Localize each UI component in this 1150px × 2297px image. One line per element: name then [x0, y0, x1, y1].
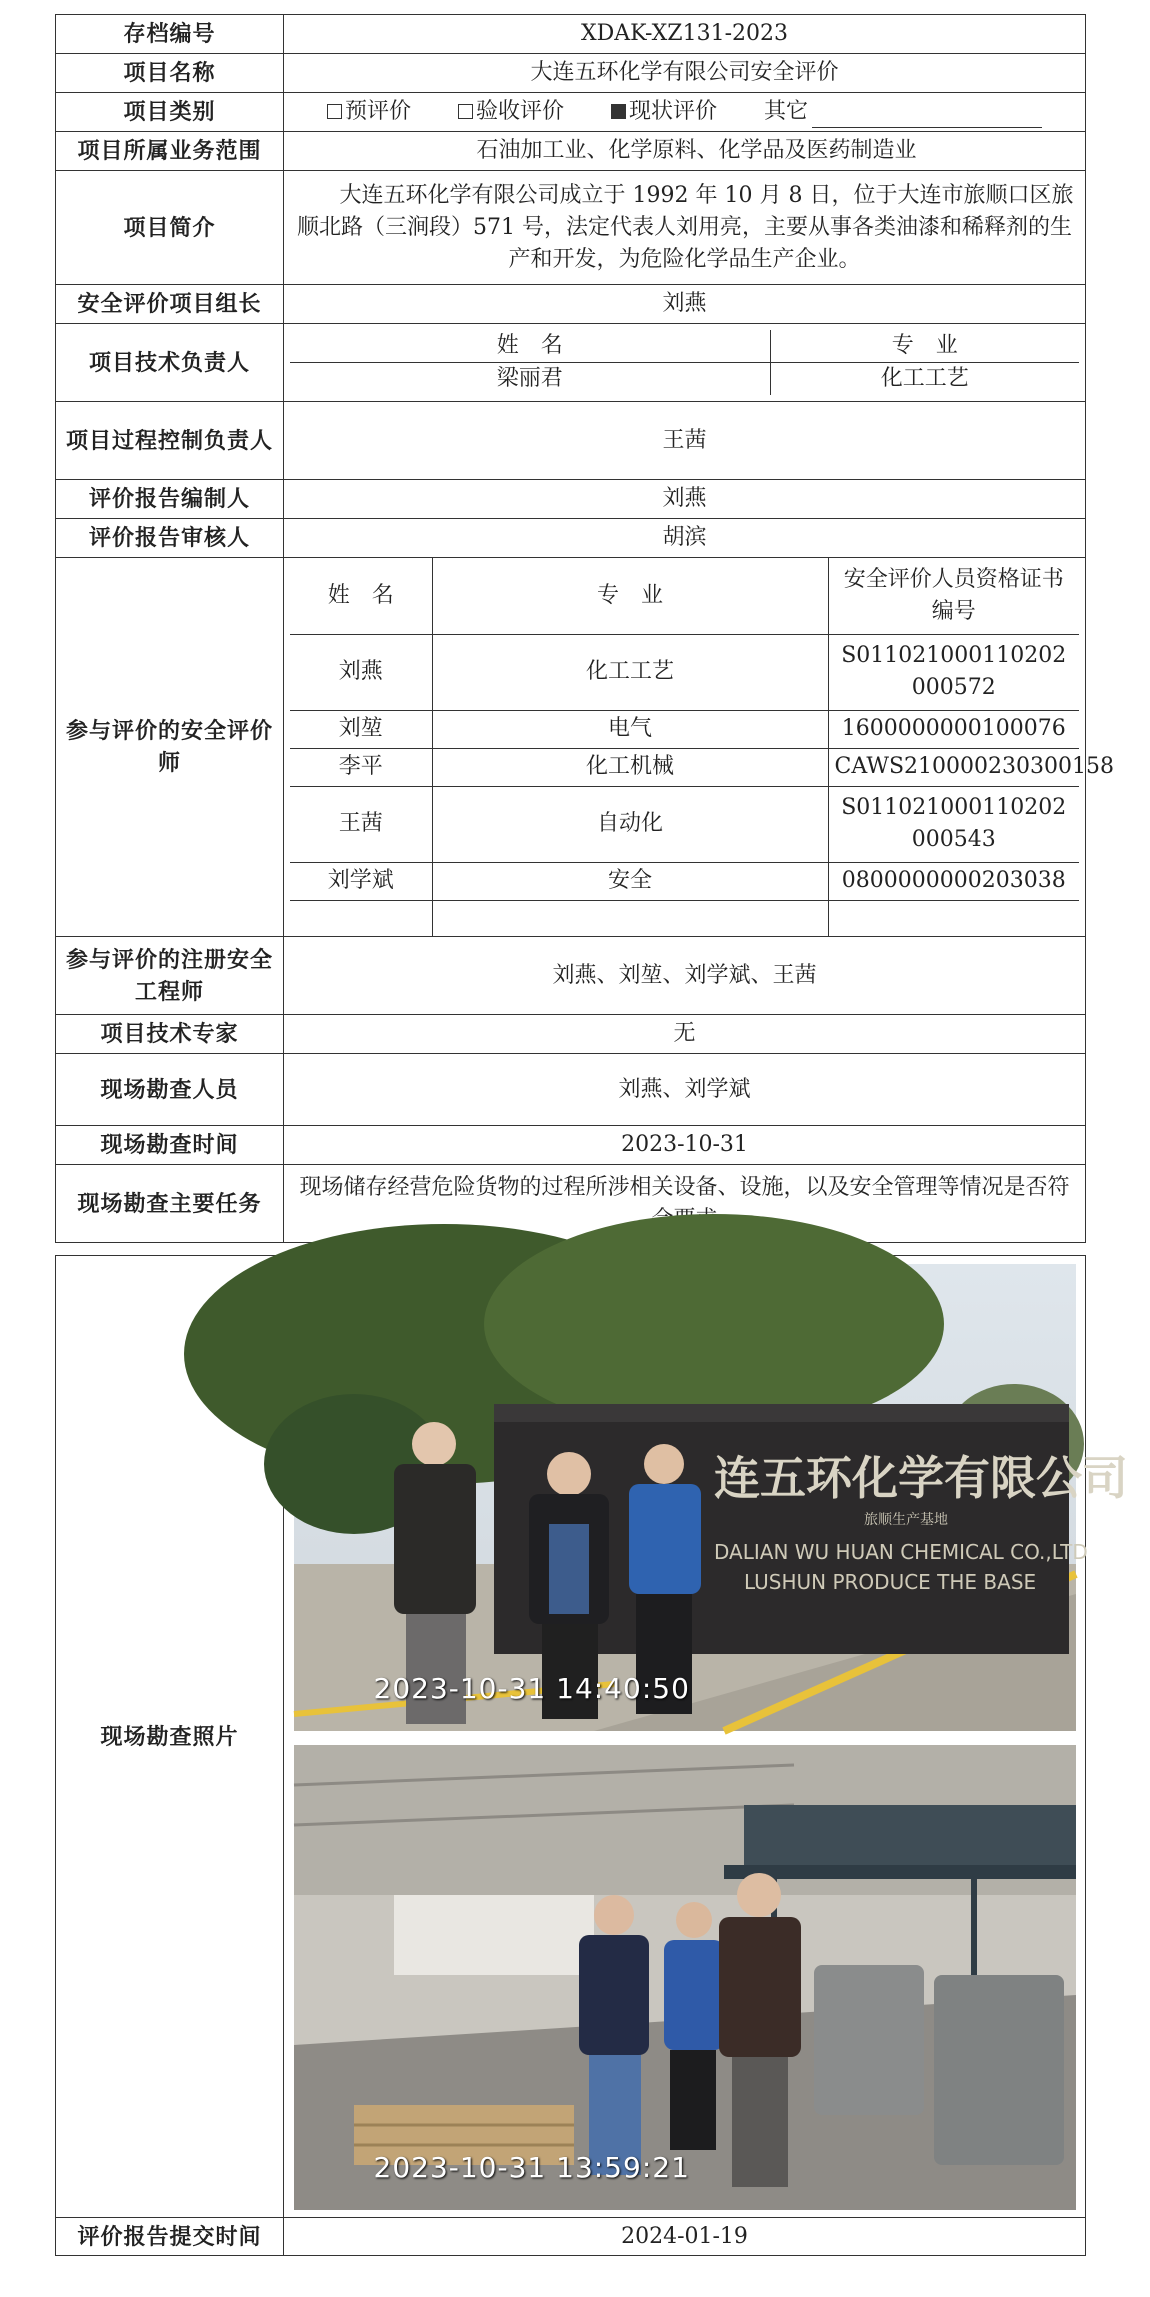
option-status-eval[interactable]: 现状评价 — [611, 99, 717, 124]
site-photo-gate — [294, 1264, 1128, 1731]
evaluator-name: 李平 — [290, 748, 432, 786]
process-control-label: 项目过程控制负责人 — [56, 402, 284, 480]
site-staff-label: 现场勘查人员 — [56, 1054, 284, 1126]
evaluator-name: 刘学斌 — [290, 862, 432, 900]
tech-lead-col-name: 姓 名 — [290, 330, 770, 363]
table-row — [290, 748, 1079, 786]
tech-expert-value: 无 — [284, 1015, 1086, 1054]
evaluator-major — [432, 900, 828, 936]
gate-photo-image — [294, 1264, 1128, 1731]
checked-box-icon[interactable] — [611, 104, 626, 119]
safety-engineers-value: 刘燕、刘堃、刘学斌、王茜 — [284, 937, 1086, 1015]
evaluator-cert: S011021000110202000572 — [828, 634, 1079, 710]
evaluator-major: 安全 — [432, 862, 828, 900]
option-pre-eval[interactable]: 预评价 — [327, 99, 411, 124]
evaluator-major: 化工机械 — [432, 748, 828, 786]
tech-lead-table — [290, 330, 1079, 395]
report-author-label: 评价报告编制人 — [56, 480, 284, 519]
checkbox-icon[interactable] — [327, 104, 342, 119]
project-name-label: 项目名称 — [56, 54, 284, 93]
evaluator-name — [290, 900, 432, 936]
photo-gap — [290, 1731, 1079, 1745]
project-name-value: 大连五环化学有限公司安全评价 — [284, 54, 1086, 93]
evaluators-table — [290, 558, 1114, 936]
site-time-label: 现场勘查时间 — [56, 1126, 284, 1165]
site-task-value: 现场储存经营危险货物的过程所涉相关设备、设施，以及安全管理等情况是否符 — [284, 1165, 1086, 1243]
report-author-value: 刘燕 — [284, 480, 1086, 519]
photo-timestamp: 2023-10-31 14:40:50 — [373, 1671, 690, 1705]
summary-value: 大连五环化学有限公司成立于 1992 年 10 月 8 日，位于大连市旅顺口区旅顺北路（三涧段）571 号，法定代表人刘用亮，主要从事各类油漆和稀释剂的生产和开发，为危险化学品生产企业。 — [284, 171, 1086, 285]
table-row — [290, 862, 1079, 900]
site-photos-cell — [284, 1256, 1128, 2218]
process-control-value: 王茜 — [284, 402, 1086, 480]
evaluator-name: 王茜 — [290, 786, 432, 862]
site-task-label: 现场勘查主要任务 — [56, 1165, 284, 1243]
evaluator-cert: 1600000000100076 — [828, 710, 1079, 748]
evaluator-major: 自动化 — [432, 786, 828, 862]
tech-expert-label: 项目技术专家 — [56, 1015, 284, 1054]
site-photo-workshop — [294, 1745, 1076, 2210]
report-reviewer-label: 评价报告审核人 — [56, 519, 284, 558]
project-type-options — [284, 93, 1086, 132]
business-scope-label: 项目所属业务范围 — [56, 132, 284, 171]
team-leader-label: 安全评价项目组长 — [56, 285, 284, 324]
workshop-photo-image — [294, 1745, 1076, 2210]
report-reviewer-value: 胡滨 — [284, 519, 1086, 558]
business-scope-value: 石油加工业、化学原料、化学品及医药制造业 — [284, 132, 1086, 171]
evaluators-label: 参与评价的安全评价师 — [56, 558, 284, 937]
other-underline — [812, 105, 1042, 128]
table-row — [290, 634, 1079, 710]
gate-sign-en-2: LUSHUN PRODUCE THE BASE — [743, 1569, 1036, 1594]
safety-engineers-label: 参与评价的注册安全工程师 — [56, 937, 284, 1015]
gate-sign-text: 连五环化学有限公司 — [713, 1450, 1128, 1505]
evaluator-major: 化工工艺 — [432, 634, 828, 710]
info-table — [55, 14, 1114, 1243]
evaluator-cert: 0800000000203038 — [828, 862, 1079, 900]
photo-timestamp: 2023-10-31 13:59:21 — [373, 2150, 690, 2184]
gate-sign-en-1: DALIAN WU HUAN CHEMICAL CO.,LTD — [713, 1539, 1088, 1564]
evaluator-name: 刘燕 — [290, 634, 432, 710]
archive-no-value: XDAK-XZ131-2023 — [284, 15, 1086, 54]
project-type-label: 项目类别 — [56, 93, 284, 132]
checkbox-icon[interactable] — [458, 104, 473, 119]
evaluator-cert: CAWS210000230300158 — [828, 748, 1079, 786]
photo-table — [55, 1255, 1128, 2256]
site-photos-label: 现场勘查照片 — [56, 1256, 284, 2218]
evaluation-form — [55, 14, 1128, 2256]
option-acceptance-eval[interactable]: 验收评价 — [458, 99, 564, 124]
evaluator-major: 电气 — [432, 710, 828, 748]
team-leader-value: 刘燕 — [284, 285, 1086, 324]
evaluator-cert — [828, 900, 1079, 936]
site-staff-value: 刘燕、刘学斌 — [284, 1054, 1086, 1126]
submit-time-value: 2024-01-19 — [284, 2218, 1086, 2256]
table-row — [290, 900, 1079, 936]
site-time-value: 2023-10-31 — [284, 1126, 1086, 1165]
evaluators-header-cert: 安全评价人员资格证书编号 — [828, 558, 1079, 634]
evaluator-name: 刘堃 — [290, 710, 432, 748]
option-other: 其它 — [764, 99, 1042, 124]
gate-sign-sub: 旅顺生产基地 — [863, 1511, 948, 1528]
tech-lead-label: 项目技术负责人 — [56, 324, 284, 402]
submit-time-label: 评价报告提交时间 — [56, 2218, 284, 2256]
evaluators-header-name: 姓 名 — [290, 558, 432, 634]
summary-label: 项目简介 — [56, 171, 284, 285]
table-row — [290, 710, 1079, 748]
table-row — [290, 786, 1079, 862]
tech-lead-major: 化工工艺 — [770, 363, 1079, 396]
evaluator-cert: S011021000110202000543 — [828, 786, 1079, 862]
evaluators-header-major: 专 业 — [432, 558, 828, 634]
tech-lead-name: 梁丽君 — [290, 363, 770, 396]
archive-no-label: 存档编号 — [56, 15, 284, 54]
tech-lead-col-major: 专 业 — [770, 330, 1079, 363]
